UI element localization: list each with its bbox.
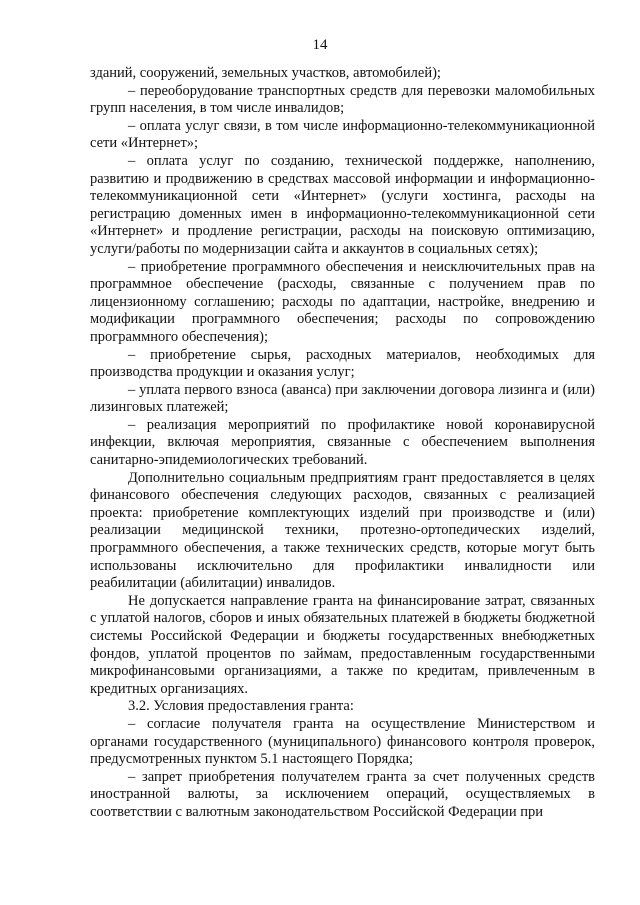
paragraph: зданий, сооружений, земельных участков, автомобилей); [90, 65, 441, 81]
paragraph: – приобретение сырья, расходных материалов, необходимых для производства продукции и оказания услуг; [90, 346, 595, 381]
paragraph: – реализация мероприятий по профилактике новой коронавирусной инфекции, включая мероприятия, связанные с обеспечением выполнения санитарно-эпидемиологических требований. [90, 416, 595, 469]
page-number: 14 [312, 37, 328, 53]
paragraph: – оплата услуг по созданию, технической поддержке, наполнению, развитию и продвижению в средствах массовой информации и информационно-телекоммуникационной сети «Интернет» (услуги хостинга, расходы на регистрацию доменных имен в информационно-телекоммуникационной сети «Интернет» и продление регистрации, расходы на поисковую оптимизацию, услуги/работы по модернизации сайта и аккаунтов в социальных сетях); [90, 152, 595, 257]
paragraph: – уплата первого взноса (аванса) при заключении договора лизинга и (или) лизинговых платежей; [90, 381, 595, 416]
document-body [90, 65, 595, 822]
paragraph: – оплата услуг связи, в том числе информационно-телекоммуникационной сети «Интернет»; [90, 117, 595, 152]
paragraph: – переоборудование транспортных средств для перевозки маломобильных групп населения, в том числе инвалидов; [90, 82, 595, 117]
paragraph: – запрет приобретения получателем гранта за счет полученных средств иностранной валюты, за исключением операций, осуществляемых в соответствии с валютным законодательством Российской Федерации при [90, 768, 595, 820]
paragraph: – согласие получателя гранта на осуществление Министерством и органами государственного (муниципального) финансового контроля проверок, предусмотренных пунктом 5.1 настоящего Порядка; [90, 715, 595, 768]
paragraph: – приобретение программного обеспечения и неисключительных прав на программное обеспечение (расходы, связанные с получением прав по лицензионному соглашению; расходы по адаптации, настройке, внедрению и модификации программного обеспечения; расходы по сопровождению программного обеспечения); [90, 258, 595, 345]
paragraph: Дополнительно социальным предприятиям грант предоставляется в целях финансового обеспечения следующих расходов, связанных с реализацией проекта: приобретение комплектующих изделий при производстве и (или) реализации медицинской техники, протезно-ортопедических изделий, программного обеспечения, а также технических средств, которые могут быть использованы исключительно для профилактики инвалидности или реабилитации (абилитации) инвалидов. [90, 469, 595, 592]
paragraph: Не допускается направление гранта на финансирование затрат, связанных с уплатой налогов, сборов и иных обязательных платежей в бюджеты бюджетной системы Российской Федерации и бюджеты государственных внебюджетных фондов, уплатой процентов по займам, предоставленным государственными микрофинансовыми организациями, а также по кредитам, привлеченным в кредитных организациях. [90, 592, 595, 697]
section-heading: 3.2. Условия предоставления гранта: [128, 698, 354, 715]
